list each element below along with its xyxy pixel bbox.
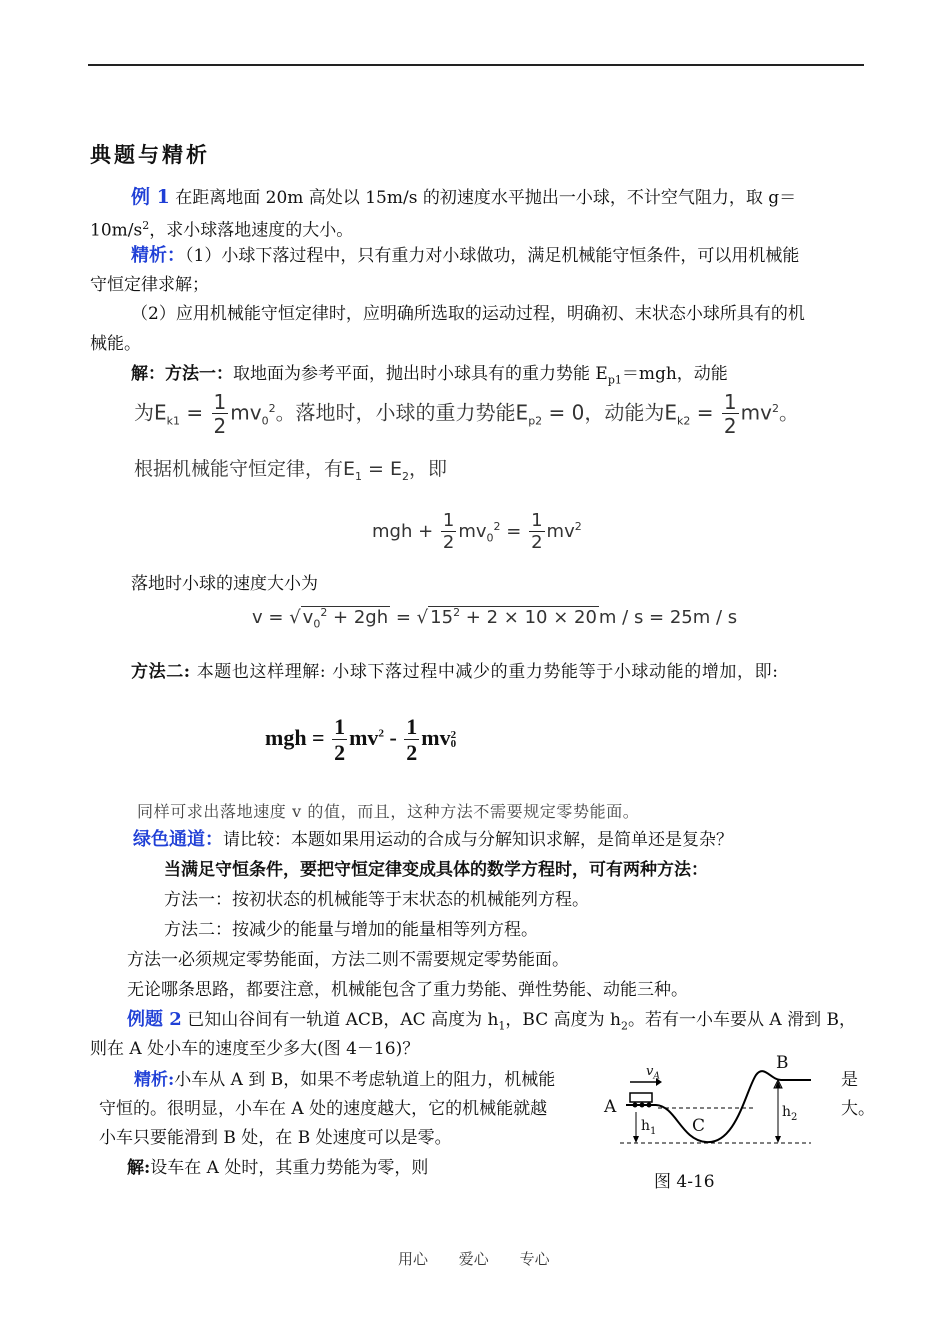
figure-label-h2: $h_2$ xyxy=(782,1104,798,1123)
footer-item: 专心 xyxy=(519,1250,550,1268)
figure-label-h1: $h_1$ xyxy=(641,1118,657,1137)
analysis-label: 精析: xyxy=(134,1070,175,1090)
equation-speed: v = √ $v_0^2 + 2gh$ = √ $15^2 + 2 \times 10 \times 20$ m / s = 25m / s xyxy=(252,606,738,631)
figure-label-c: C xyxy=(692,1116,706,1136)
cart-wheel xyxy=(647,1103,652,1108)
example1-analysis-1b: 守恒定律求解； xyxy=(90,275,209,295)
example2-analysis-3: 小车只要能滑到 B 处，在 B 处速度可以是零。 xyxy=(99,1128,452,1148)
zero-plane-note: 方法一必须规定零势能面，方法二则不需要规定零势能面。 xyxy=(127,950,569,970)
example2-label: 例题 2 xyxy=(127,1009,182,1030)
figure-label-b: B xyxy=(776,1053,789,1073)
method-two-line: 方法二: 本题也这样理解: 小球下落过程中减少的重力势能等于小球动能的增加，即: xyxy=(131,662,779,682)
fraction-half: $\frac{1}{2}$ xyxy=(531,510,543,553)
example1-question-line1: 在距离地面 20m 高处以 15m/s 的初速度水平抛出一小球，不计空气阻力，取 g＝ xyxy=(175,188,797,208)
equation-energy-conservation: mgh + $\frac{1}{2}$ $mv_0^2$ = $\frac{1}{2}$ $mv^2$ xyxy=(372,510,582,553)
example1-analysis-2: （2）应用机械能守恒定律时，应明确所选取的运动过程，明确初、末状态小球所具有的机 xyxy=(131,304,805,324)
example2-analysis-2-tail: 大。 xyxy=(841,1099,875,1119)
example2-solution: 解:设车在 A 处时，其重力势能为零，则 xyxy=(127,1158,429,1178)
fraction-half: $\frac{1}{2}$ xyxy=(406,714,418,765)
green-channel-line: 绿色通道：请比较：本题如果用运动的合成与分解知识求解，是简单还是复杂？ xyxy=(133,829,733,850)
cart-wheel xyxy=(640,1103,645,1108)
fraction-half: $\frac{1}{2}$ xyxy=(442,510,455,553)
green-channel-label: 绿色通道： xyxy=(133,829,223,850)
example2-question: 例题 2 已知山谷间有一轨道 ACB，AC 高度为 $h_1$，BC 高度为 $h_2$。若有一小车要从 A 滑到 B， xyxy=(127,1009,856,1033)
analysis-label: 精析： xyxy=(131,245,185,266)
footer xyxy=(398,1248,550,1269)
conservation-line: 根据机械能守恒定律，有$E_1 = E_2$，即 xyxy=(134,458,448,483)
example1-solution-line: 解：方法一：取地面为参考平面，抛出时小球具有的重力势能 $E_{p1}=mgh$，动能 xyxy=(131,364,728,387)
same-result-line: 同样可求出落地速度 v 的值，而且，这种方法不需要规定零势能面。 xyxy=(137,802,640,821)
bold-tip-line: 当满足守恒条件，要把守恒定律变成具体的数学方程时，可有两种方法： xyxy=(164,860,708,880)
example2-question-line2: 则在 A 处小车的速度至少多大(图 4－16)？ xyxy=(90,1039,420,1059)
example1-question xyxy=(131,185,796,210)
fraction-half: $\frac{1}{2}$ xyxy=(723,390,737,438)
section-heading: 典题与精析 xyxy=(90,142,210,167)
figure-label-va: $v_A$ xyxy=(646,1064,660,1082)
cart-body xyxy=(630,1093,652,1102)
footer-item: 用心 xyxy=(398,1250,429,1268)
equation-method-two: mgh = $\frac{1}{2}$ $mv^2$ - $\frac{1}{2}$ mv 2 0 xyxy=(265,714,457,765)
header-rule xyxy=(88,64,864,66)
solution-label: 解：方法一： xyxy=(131,364,233,384)
energy-expression-line: 为$E_{k1}$ = $\frac{1}{2}$ $mv_0^2$。落地时，小球的重力势能$E_{p2} = 0$，动能为$E_{k2}$ = $\frac{1}{2}$ $mv^2$。 xyxy=(134,390,799,438)
figure-caption: 图 4-16 xyxy=(654,1172,715,1192)
method-two-note: 方法二：按减少的能量与增加的能量相等列方程。 xyxy=(164,920,538,940)
radicand-1: $v_0^2 + 2gh$ xyxy=(302,606,389,631)
track-figure xyxy=(596,1050,836,1160)
fraction-half: $\frac{1}{2}$ xyxy=(213,390,227,438)
speed-intro: 落地时小球的速度大小为 xyxy=(131,574,318,594)
h2-arrowhead-bottom xyxy=(775,1136,781,1143)
method-two-label: 方法二: xyxy=(131,662,191,682)
example1-analysis-1: 精析：（1）小球下落过程中，只有重力对小球做功，满足机械能守恒条件，可以用机械能 xyxy=(131,245,800,266)
h1-arrowhead xyxy=(633,1136,639,1143)
example1-analysis-2b: 械能。 xyxy=(90,334,141,354)
example1-question-line2: $10m/s^2$，求小球落地速度的大小。 xyxy=(90,219,354,241)
figure-label-a: A xyxy=(604,1097,617,1117)
sqrt-sign: √ xyxy=(416,607,429,628)
example2-analysis-2: 守恒的。很明显，小车在 A 处的速度越大，它的机械能就越 xyxy=(99,1099,548,1119)
sqrt-sign: √ xyxy=(289,607,301,628)
footer-item: 爱心 xyxy=(458,1250,489,1268)
method-one-note: 方法一：按初状态的机械能等于末状态的机械能列方程。 xyxy=(164,890,589,910)
radicand-2: $15^2 + 2 \times 10 \times 20$ xyxy=(430,606,597,628)
example1-label: 例 1 xyxy=(131,186,170,208)
fraction-half: $\frac{1}{2}$ xyxy=(334,714,346,765)
example2-analysis-1-tail: 是 xyxy=(841,1070,858,1090)
solution-label: 解: xyxy=(127,1158,151,1178)
cart-wheel xyxy=(633,1103,638,1108)
energy-types-note: 无论哪条思路，都要注意，机械能包含了重力势能、弹性势能、动能三种。 xyxy=(127,980,688,1000)
example2-analysis-1: 精析:小车从 A 到 B，如果不考虑轨道上的阻力，机械能 xyxy=(134,1070,556,1090)
